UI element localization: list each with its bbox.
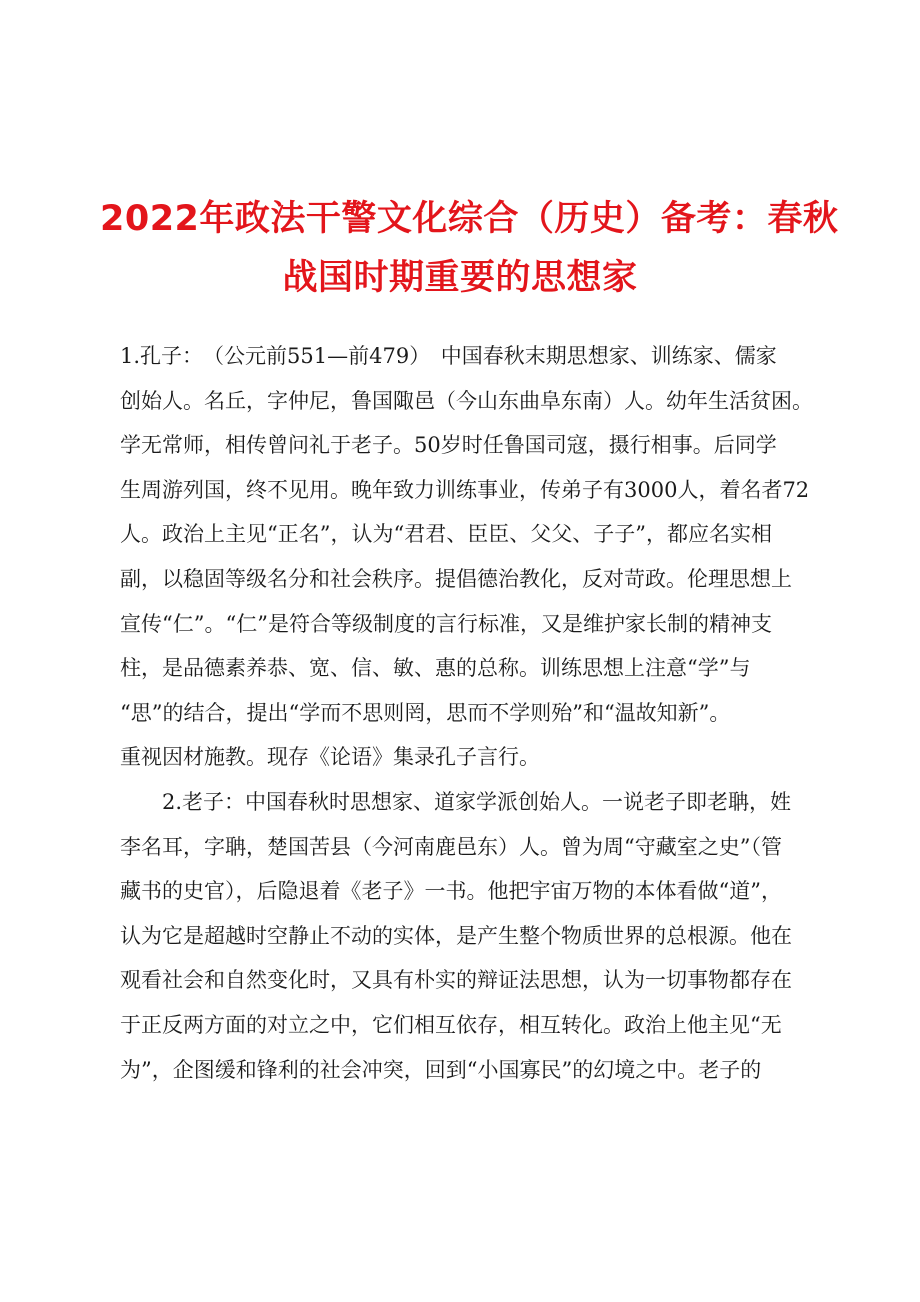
text-line: 1.孔子： （公元前551—前479） 中国春秋末期思想家、训练家、儒家 bbox=[120, 344, 777, 368]
text-line: 重视因材施教。现存《论语》集录孔子言行。 bbox=[120, 745, 540, 770]
text-line: 2.老子：中国春秋时思想家、道家学派创始人。一说老子即老聃，姓 bbox=[162, 789, 792, 814]
text-line: 藏书的史官），后隐退着《老子》一书。他把宇宙万物的本体看做“道”， bbox=[120, 879, 782, 904]
text-line: 柱，是品德素养恭、宽、信、敏、惠的总称。训练思想上注意“学”与 bbox=[120, 656, 751, 681]
title-line: 2022年政法干警文化综合（历史）备考：春秋 bbox=[100, 199, 839, 239]
text-line: “思”的结合，提出“学而不思则罔，思而不学则殆”和“温故知新”。 bbox=[120, 700, 731, 725]
text-line: 为”，企图缓和锋利的社会冲突，回到“小国寡民”的幻境之中。老子的 bbox=[120, 1057, 762, 1082]
text-line: 学无常师，相传曾问礼于老子。50岁时任鲁国司寇，摄行相事。后同学 bbox=[120, 433, 777, 458]
text-line: 李名耳，字聃，楚国苦县（今河南鹿邑东）人。曾为周“守藏室之史”（管 bbox=[120, 834, 782, 859]
paragraph-laozi bbox=[120, 780, 825, 1092]
text-line: 观看社会和自然变化时，又具有朴实的辩证法思想，认为一切事物都存在 bbox=[120, 968, 792, 993]
text-line: 人。政治上主见“正名”，认为“君君、臣臣、父父、子子”，都应名实相 bbox=[120, 522, 772, 547]
text-line: 副，以稳固等级名分和社会秩序。提倡德治教化，反对苛政。伦理思想上 bbox=[120, 566, 792, 591]
text-line: 生周游列国，终不见用。晚年致力训练事业，传弟子有3000人，着名者72 bbox=[120, 477, 810, 502]
title-line: 战国时期重要的思想家 bbox=[282, 258, 638, 298]
text-line: 于正反两方面的对立之中，它们相互依存，相互转化。政治上他主见“无 bbox=[120, 1012, 782, 1037]
document-title bbox=[100, 190, 839, 308]
text-line: 创始人。名丘，字仲尼，鲁国陬邑（今山东曲阜东南）人。幼年生活贫困。 bbox=[120, 388, 813, 413]
document-body bbox=[120, 334, 825, 1092]
text-line: 认为它是超越时空静止不动的实体，是产生整个物质世界的总根源。他在 bbox=[120, 923, 792, 948]
text-line: 宣传“仁”。“仁”是符合等级制度的言行标准，又是维护家长制的精神支 bbox=[120, 611, 772, 636]
paragraph-confucius bbox=[120, 334, 825, 780]
